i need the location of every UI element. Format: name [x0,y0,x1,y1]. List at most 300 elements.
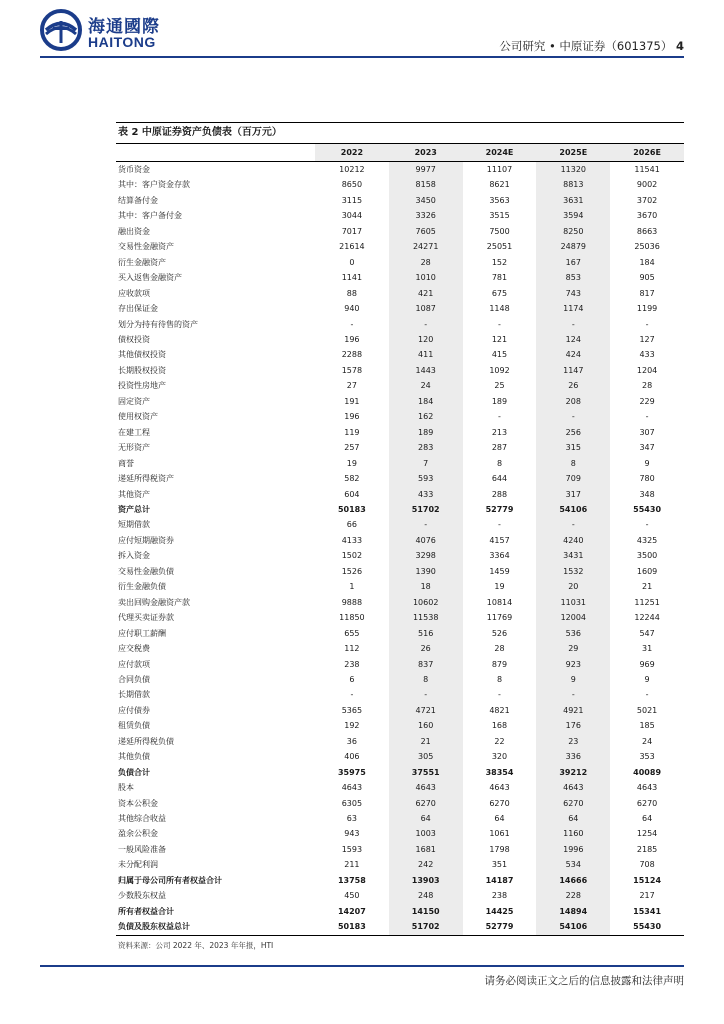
column-header: 2022 [315,144,389,162]
cell-value: 4721 [389,703,463,718]
cell-value: 238 [491,891,508,901]
table-row [116,394,684,409]
cell-value: 11251 [634,597,660,607]
table-row [116,208,684,223]
cell-value: - [536,687,610,702]
cell-value: 22 [494,736,505,746]
table-row [116,548,684,563]
cell-value: 743 [536,286,610,301]
row-label: 其中：客户资金存款 [118,180,190,190]
table-row [116,378,684,393]
table-row [116,533,684,548]
cell-value: 196 [344,412,360,422]
table-row [116,502,684,517]
cell-value: 66 [346,520,357,530]
column-header: 2024E [463,144,537,162]
cell-value: 3563 [489,195,510,205]
row-label: 商誉 [118,458,134,468]
cell-value: 9 [644,458,650,468]
table-row [116,347,684,362]
cell-value: 8650 [341,180,363,190]
cell-value: 287 [491,443,508,453]
cell-value: 6270 [636,798,658,808]
row-label: 交易性金融资产 [118,242,174,252]
cell-value: 424 [536,347,610,362]
table-row [116,657,684,672]
table-row [116,440,684,455]
cell-value: 1147 [536,363,610,378]
table-row [116,672,684,687]
cell-value: 11850 [339,613,365,623]
cell-value: 184 [639,257,655,267]
row-label: 债权投资 [118,334,150,344]
cell-value: 15124 [633,875,662,885]
cell-value: 7 [389,456,463,471]
cell-value: 709 [536,471,610,486]
cell-value: 1087 [389,301,463,316]
cell-value: 14187 [485,875,514,885]
cell-value: 969 [639,659,655,669]
cell-value: 3450 [389,193,463,208]
cell-value: 12004 [536,610,610,625]
cell-value: 229 [639,396,655,406]
cell-value: 2185 [636,844,658,854]
table-row [116,579,684,594]
cell-value: 8 [496,458,503,468]
row-label: 货币资金 [118,165,150,174]
row-label: 归属于母公司所有者权益合计 [118,875,222,885]
row-label: 递延所得税资产 [118,474,174,484]
table-row [116,796,684,811]
table-row [116,904,684,919]
row-label: 租赁负债 [118,721,150,731]
table-row [116,517,684,532]
cell-value: 31 [642,644,653,654]
cell-value: 27 [346,381,357,391]
cell-value: 3500 [636,551,658,561]
cell-value: 1996 [536,842,610,857]
cell-value: 1199 [636,304,658,314]
cell-value: 317 [536,487,610,502]
cell-value: 24271 [389,239,463,254]
cell-value: 11538 [389,610,463,625]
cell-value: - [350,319,354,329]
cell-value: 12244 [634,613,660,623]
table-row [116,286,684,301]
row-label: 在建工程 [118,427,150,437]
haitong-logo [40,9,190,51]
cell-value: 211 [344,860,360,870]
column-header: 2023 [389,144,463,162]
table-row [116,487,684,502]
cell-value: 8 [496,674,503,684]
cell-value: 411 [389,347,463,362]
table-row [116,363,684,378]
cell-value: 433 [639,350,655,360]
cell-value: 8250 [536,224,610,239]
cell-value: 217 [639,891,655,901]
logo-chinese-text: 海通國際 [88,17,160,37]
cell-value: 1160 [536,826,610,841]
cell-value: 347 [639,443,655,453]
row-label: 应付短期融资券 [118,535,174,545]
cell-value: 336 [536,749,610,764]
cell-value: 15341 [633,906,662,916]
cell-value: 64 [536,811,610,826]
row-label: 交易性金融负债 [118,566,174,576]
row-label: 固定资产 [118,396,150,406]
cell-value: 28 [642,381,653,391]
footer-disclaimer: 请务必阅读正文之后的信息披露和法律声明 [484,975,684,987]
cell-value: 63 [346,814,357,824]
table-row [116,177,684,192]
cell-value: 54106 [536,502,610,517]
cell-value: 8621 [489,180,510,190]
row-label: 所有者权益合计 [118,906,174,916]
cell-value: 1204 [636,365,658,375]
cell-value: 168 [491,721,508,731]
cell-value: 2288 [341,350,363,360]
cell-value: 1443 [389,363,463,378]
table-row [116,224,684,239]
table-row [116,332,684,347]
cell-value: 3702 [636,195,658,205]
row-label: 无形资产 [118,443,150,453]
row-label: 买入返售金融资产 [118,273,182,283]
cell-value: 8158 [389,177,463,192]
column-header: 2026E [610,144,684,162]
cell-value: 353 [639,752,655,762]
column-header: 2025E [536,144,610,162]
cell-value: 54106 [536,919,610,935]
row-label: 拆入资金 [118,551,150,561]
header-divider [40,56,684,58]
cell-value: 11541 [634,165,660,174]
table-row [116,780,684,795]
cell-value: 5021 [636,705,658,715]
row-label: 存出保证金 [118,304,158,314]
cell-value: 10814 [486,597,513,607]
cell-value: 9977 [389,162,463,178]
cell-value: 3670 [636,211,658,221]
cell-value: 3044 [341,211,363,221]
row-label: 长期借款 [118,690,150,700]
cell-value: 348 [639,489,655,499]
table-row [116,641,684,656]
cell-value: 1526 [341,566,363,576]
table-row [116,564,684,579]
cell-value: - [645,319,649,329]
cell-value: 3298 [389,548,463,563]
cell-value: 406 [344,752,360,762]
row-label: 负债合计 [118,767,150,777]
cell-value: 10212 [339,165,365,174]
cell-value: 11769 [486,613,513,623]
cell-value: 837 [389,657,463,672]
cell-value: - [389,687,463,702]
table-row [116,749,684,764]
cell-value: 0 [349,257,355,267]
footer-divider [40,965,684,967]
table-row [116,873,684,888]
cell-value: 55430 [633,504,662,514]
cell-value: 228 [536,888,610,903]
cell-value: 9888 [341,597,363,607]
row-label: 使用权资产 [118,412,158,422]
cell-value: 6270 [389,796,463,811]
logo-english-text: HAITONG [88,34,156,50]
cell-value: 19 [494,582,505,592]
cell-value: 4921 [536,703,610,718]
cell-value: 4643 [341,783,363,793]
cell-value: 10602 [389,595,463,610]
row-label: 股本 [118,783,134,793]
cell-value: - [498,690,501,700]
cell-value: 1003 [389,826,463,841]
cell-value: 1092 [489,365,510,375]
cell-value: 7500 [489,226,510,236]
cell-value: 1141 [341,273,363,283]
cell-value: 55430 [610,919,684,935]
cell-value: 35975 [337,767,366,777]
cell-value: 184 [389,394,463,409]
cell-value: 23 [536,734,610,749]
balance-sheet-table [116,144,684,936]
cell-value: 315 [536,440,610,455]
row-label: 应付债券 [118,705,150,715]
cell-value: 4157 [489,535,510,545]
table-row [116,687,684,702]
row-label: 其中：客户备付金 [118,211,182,221]
cell-value: 238 [344,659,360,669]
cell-value: 152 [491,257,508,267]
table-row [116,718,684,733]
page-header [0,0,724,60]
row-label: 代理买卖证券款 [118,613,174,623]
cell-value: 192 [344,721,360,731]
cell-value: 14207 [337,906,366,916]
cell-value: 4643 [389,780,463,795]
cell-value: 213 [491,427,508,437]
cell-value: 516 [389,626,463,641]
row-label: 衍生金融负债 [118,582,166,592]
cell-value: 52779 [463,919,537,935]
cell-value: - [645,690,649,700]
cell-value: 64 [389,811,463,826]
table-row [116,626,684,641]
cell-value: 283 [389,440,463,455]
cell-value: 1254 [636,829,658,839]
cell-value: - [498,319,501,329]
cell-value: - [536,517,610,532]
cell-value: 7017 [341,226,363,236]
cell-value: 4076 [389,533,463,548]
cell-value: 176 [536,718,610,733]
cell-value: 3515 [489,211,510,221]
cell-value: 19 [346,458,357,468]
cell-value: 3594 [536,208,610,223]
cell-value: 25051 [486,242,513,252]
row-label: 衍生金融资产 [118,257,166,267]
cell-value: 1148 [489,304,510,314]
table-row [116,734,684,749]
table-row [116,255,684,270]
cell-value: 185 [639,721,655,731]
cell-value: 655 [344,628,360,638]
row-label: 短期借款 [118,520,150,530]
cell-value: 256 [536,425,610,440]
cell-value: 14150 [389,904,463,919]
row-label: 结算备付金 [118,195,158,205]
cell-value: 6305 [341,798,363,808]
cell-value: 1010 [389,270,463,285]
cell-value: 50183 [315,919,389,935]
table-row [116,456,684,471]
cell-value: 51702 [389,502,463,517]
report-title: 公司研究 • 中原证券（601375） [499,39,673,53]
cell-value: 1609 [636,566,658,576]
cell-value: 29 [536,641,610,656]
cell-value: 3326 [389,208,463,223]
cell-value: 39212 [536,765,610,780]
cell-value: 853 [536,270,610,285]
cell-value: 6270 [489,798,510,808]
cell-value: 536 [536,626,610,641]
cell-value: 6 [349,674,355,684]
cell-value: 781 [491,273,508,283]
cell-value: 242 [389,857,463,872]
cell-value: - [389,517,463,532]
cell-value: - [536,317,610,332]
cell-value: 52779 [485,504,514,514]
cell-value: 4643 [489,783,510,793]
cell-value: 160 [389,718,463,733]
cell-value: 604 [344,489,360,499]
cell-value: 450 [344,891,360,901]
cell-value: 124 [536,332,610,347]
cell-value: 1681 [389,842,463,857]
table-row [116,610,684,625]
cell-value: 167 [536,255,610,270]
cell-value: 1532 [536,564,610,579]
row-label: 递延所得税负债 [118,736,174,746]
cell-value: 189 [389,425,463,440]
row-label: 一般风险准备 [118,844,166,854]
cell-value: 25036 [634,242,660,252]
cell-value: 24879 [536,239,610,254]
cell-value: 7605 [389,224,463,239]
row-label: 合同负债 [118,674,150,684]
cell-value: 593 [389,471,463,486]
cell-value: 582 [344,474,360,484]
cell-value: 1 [349,582,355,592]
row-label: 应付款项 [118,659,150,669]
cell-value: 1174 [536,301,610,316]
cell-value: 120 [389,332,463,347]
row-label: 少数股东权益 [118,891,166,901]
row-label: 划分为持有待售的资产 [118,319,198,329]
cell-value: 13903 [389,873,463,888]
cell-value: 26 [536,378,610,393]
row-label: 其他债权投资 [118,350,166,360]
cell-value: 3431 [536,548,610,563]
cell-value: 1798 [489,844,510,854]
cell-value: 196 [344,334,360,344]
cell-value: 675 [491,288,508,298]
cell-value: 3631 [536,193,610,208]
cell-value: 940 [344,304,360,314]
row-label: 应收款项 [118,288,150,298]
cell-value: 40089 [633,767,662,777]
cell-value: 64 [642,814,653,824]
cell-value: 4325 [636,535,658,545]
cell-value: 879 [491,659,508,669]
cell-value: 9 [644,674,650,684]
row-label: 资本公积金 [118,798,158,808]
cell-value: 780 [639,474,655,484]
cell-value: 36 [346,736,357,746]
cell-value: 4133 [341,535,363,545]
table-row [116,595,684,610]
report-header-title [499,38,684,54]
cell-value: 9002 [636,180,658,190]
cell-value: 121 [491,334,508,344]
cell-value: 1593 [341,844,363,854]
cell-value: 64 [494,814,505,824]
cell-value: 11107 [486,165,513,174]
cell-value: 26 [389,641,463,656]
row-label: 其他综合收益 [118,814,166,824]
table-row [116,425,684,440]
table-row [116,162,684,178]
table-row [116,811,684,826]
cell-value: 1061 [489,829,510,839]
row-label: 未分配利润 [118,860,158,870]
cell-value: 421 [389,286,463,301]
cell-value: 257 [344,443,360,453]
cell-value: 119 [344,427,360,437]
cell-value: 20 [536,579,610,594]
cell-value: 28 [389,255,463,270]
cell-value: 923 [536,657,610,672]
cell-value: 351 [491,860,508,870]
cell-value: 305 [389,749,463,764]
row-label: 投资性房地产 [118,381,166,391]
cell-value: 11320 [536,162,610,178]
row-label: 应交税费 [118,644,150,654]
cell-value: 21 [642,582,653,592]
cell-value: 191 [344,396,360,406]
cell-value: 189 [491,396,508,406]
cell-value: 4240 [536,533,610,548]
cell-value: 547 [639,628,655,638]
cell-value: 6270 [536,796,610,811]
cell-value: 4821 [489,705,510,715]
table-row [116,239,684,254]
table-body [116,162,684,936]
cell-value: 24 [389,378,463,393]
cell-value: 943 [344,829,360,839]
cell-value: - [498,412,501,422]
cell-value: 708 [639,860,655,870]
cell-value: - [498,520,501,530]
table-row [116,765,684,780]
row-label: 资产总计 [118,504,150,514]
cell-value: 38354 [485,767,514,777]
cell-value: - [536,409,610,424]
row-label: 长期股权投资 [118,365,166,375]
table-source-note: 资料来源：公司 2022 年、2023 年年报，HTI [118,940,274,950]
